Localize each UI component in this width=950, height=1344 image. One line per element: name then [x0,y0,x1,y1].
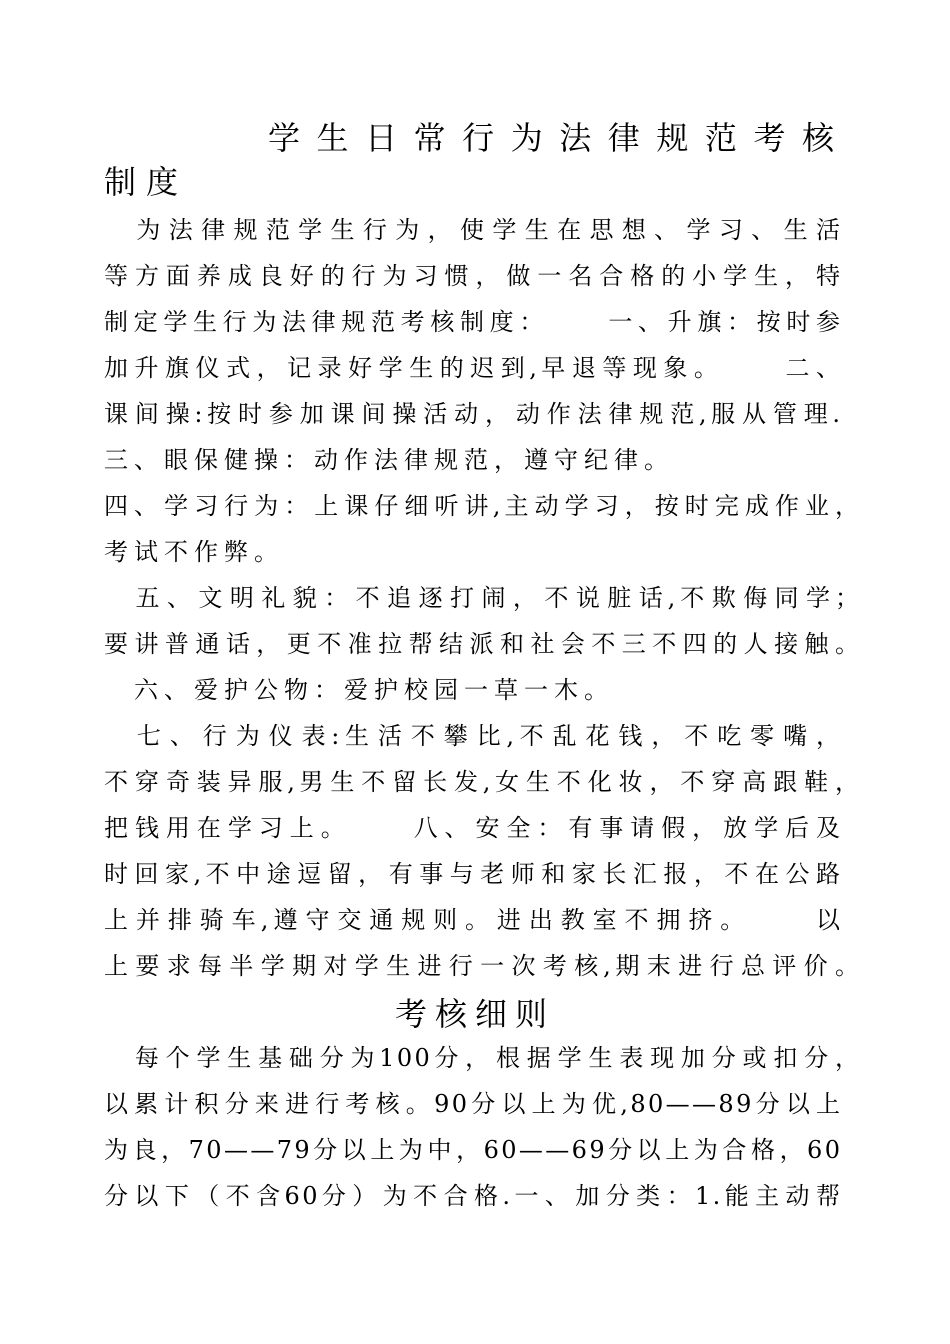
paragraph-line: 五 、 文 明 礼 貌 ： 不 追 逐 打 闹 ， 不 说 脏 话 , 不 欺 侮 同 学 ； [104,584,859,612]
document-title-line2: 制度 [104,163,189,201]
paragraph-line: 每 个 学 生 基 础 分 为 1 0 0 分 ， 根 据 学 生 表 现 加 分 或 扣 分 ， [104,1044,859,1072]
paragraph-line: 为 法 律 规 范 学 生 行 为 ， 使 学 生 在 思 想 、 学 习 、 生 活 [104,216,840,244]
paragraph-line: 制 定 学 生 行 为 法 律 规 范 考 核 制 度 ： 一 、 升 旗 ： 按 时 参 [104,308,840,336]
paragraph-line: 分 以 下 （ 不 含 6 0 分 ） 为 不 合 格 . 一 、 加 分 类 ： 1 . 能 主 动 帮 [104,1182,840,1210]
paragraph-line: 六、爱护公物：爱护校园一草一木。 [104,676,614,704]
paragraph-line: 四 、 学 习 行 为 ： 上 课 仔 细 听 讲 , 主 动 学 习 ， 按 时 完 成 作 业 ， [104,492,859,520]
paragraph-line: 加 升 旗 仪 式 ， 记 录 好 学 生 的 迟 到 , 早 退 等 现 象 。 二 、 [104,354,840,382]
paragraph-line: 课 间 操 : 按 时 参 加 课 间 操 活 动 ， 动 作 法 律 规 范 , 服 从 管 理 . [104,400,840,428]
paragraph-line: 上 要 求 每 半 学 期 对 学 生 进 行 一 次 考 核 , 期 末 进 行 总 评 价 。 [104,952,859,980]
document-title-line1: 学 生 日 常 行 为 法 律 规 范 考 核 [268,119,834,157]
paragraph-line: 考试不作弊。 [104,538,284,566]
paragraph-line: 时 回 家 , 不 中 途 逗 留 ， 有 事 与 老 师 和 家 长 汇 报 ， 不 在 公 路 [104,860,840,888]
paragraph-line: 等 方 面 养 成 良 好 的 行 为 习 惯 ， 做 一 名 合 格 的 小 学 生 ， 特 [104,262,840,290]
paragraph-line: 要 讲 普 通 话 ， 更 不 准 拉 帮 结 派 和 社 会 不 三 不 四 的 人 接 触 。 [104,630,859,658]
section-heading: 考核细则 [394,995,555,1033]
paragraph-line: 以 累 计 积 分 来 进 行 考 核 。 9 0 分 以 上 为 优 , 8 0 — — 8 9 分 以 上 [104,1090,840,1118]
paragraph-line: 三、眼保健操：动作法律规范，遵守纪律。 [104,446,674,474]
paragraph-line: 把 钱 用 在 学 习 上 。 八 、 安 全 ： 有 事 请 假 ， 放 学 后 及 [104,814,840,842]
paragraph-line: 七 、 行 为 仪 表 : 生 活 不 攀 比 , 不 乱 花 钱 ， 不 吃 零 嘴 ， [104,722,840,750]
paragraph-line: 不 穿 奇 装 异 服 , 男 生 不 留 长 发 , 女 生 不 化 妆 ， 不 穿 高 跟 鞋 ， [104,768,859,796]
paragraph-line: 为 良 ， 7 0 — — 7 9 分 以 上 为 中 ， 6 0 — — 6 9 分 以 上 为 合 格 ， 6 0 [104,1136,840,1164]
paragraph-line: 上 并 排 骑 车 , 遵 守 交 通 规 则 。 进 出 教 室 不 拥 挤 。 以 [104,906,840,934]
